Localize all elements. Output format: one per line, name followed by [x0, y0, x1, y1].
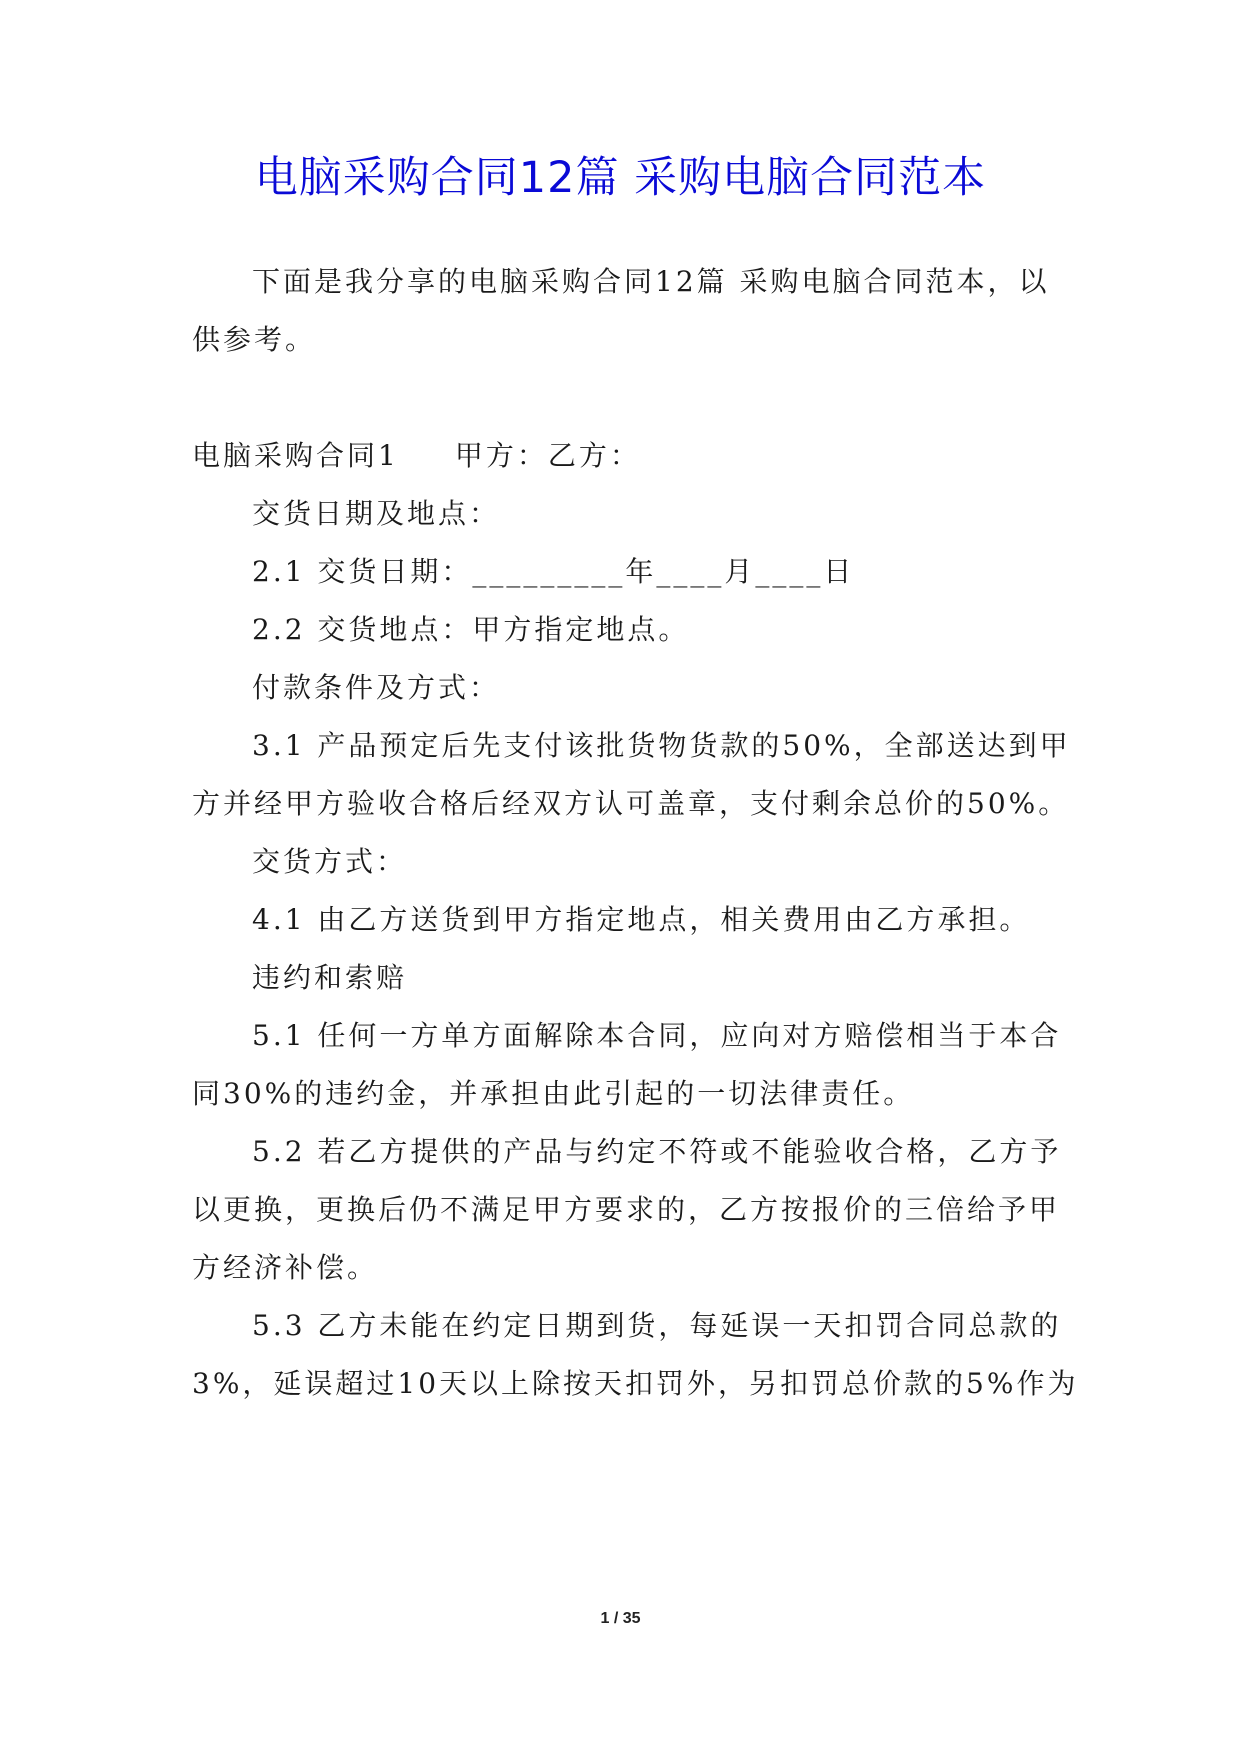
paragraph-line: 5.1 任何一方单方面解除本合同，应向对方赔偿相当于本合: [252, 1019, 1062, 1052]
paragraph-line: 交货日期及地点：: [252, 497, 501, 530]
parties-label: 甲方：乙方：: [454, 439, 641, 472]
contract-header: [192, 436, 1072, 476]
paragraph-line: 方经济补偿。: [192, 1251, 379, 1284]
document-title: 电脑采购合同12篇 采购电脑合同范本: [254, 153, 987, 203]
paragraph-line: 3.1 产品预定后先支付该批货物货款的50%，全部送达到甲: [252, 729, 1071, 762]
paragraph-line: 4.1 由乙方送货到甲方指定地点，相关费用由乙方承担。: [252, 903, 1031, 936]
paragraph-line: 违约和索赔: [252, 961, 408, 994]
intro-line-2: 供参考。: [192, 323, 317, 356]
paragraph-line: 方并经甲方验收合格后经双方认可盖章，支付剩余总价的50%。: [192, 787, 1070, 820]
intro-line-1: 下面是我分享的电脑采购合同12篇 采购电脑合同范本，以: [252, 265, 1050, 298]
paragraph-line: 5.3 乙方未能在约定日期到货，每延误一天扣罚合同总款的: [252, 1309, 1062, 1342]
paragraph-line: 2.1 交货日期：_________年____月____日: [252, 555, 855, 588]
paragraph-line: 以更换，更换后仍不满足甲方要求的，乙方按报价的三倍给予甲: [192, 1193, 1061, 1226]
paragraph-line: 3%，延误超过10天以上除按天扣罚外，另扣罚总价款的5%作为: [192, 1367, 1079, 1400]
paragraph-line: 5.2 若乙方提供的产品与约定不符或不能验收合格，乙方予: [252, 1135, 1062, 1168]
paragraph-line: 付款条件及方式：: [252, 671, 501, 704]
contract-heading: 电脑采购合同1: [192, 439, 399, 472]
paragraph-line: 同30%的违约金，并承担由此引起的一切法律责任。: [192, 1077, 915, 1110]
paragraph-line: 2.2 交货地点：甲方指定地点。: [252, 613, 690, 646]
paragraph-line: 交货方式：: [252, 845, 408, 878]
page-number: 1 / 35: [600, 1610, 641, 1627]
